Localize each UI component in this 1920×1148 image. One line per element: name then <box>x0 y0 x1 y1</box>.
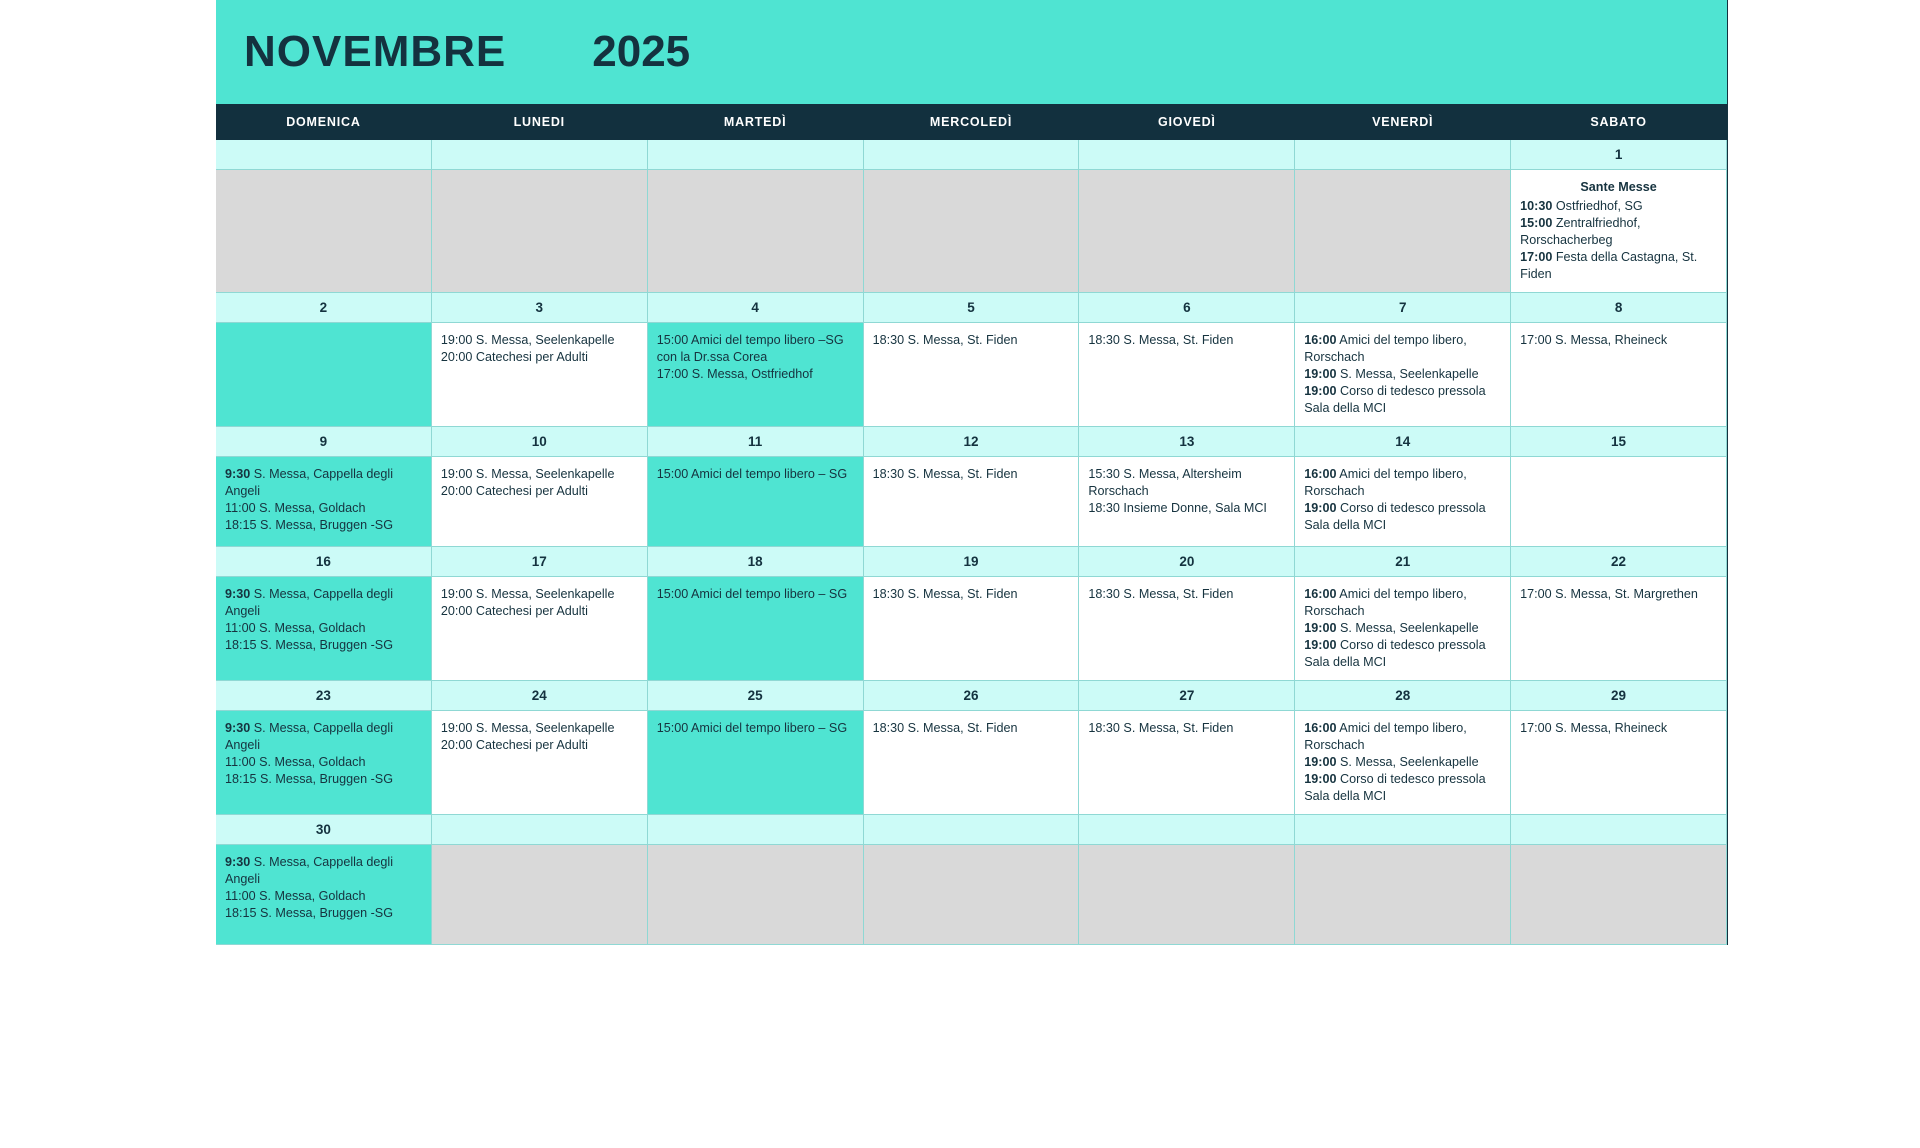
event-time: 16:00 <box>1304 721 1337 735</box>
day-number[interactable]: 1 <box>1511 140 1727 170</box>
day-cell[interactable] <box>1511 577 1727 681</box>
day-number-empty[interactable] <box>432 815 648 845</box>
day-number[interactable]: 24 <box>432 681 648 711</box>
event-text: S. Messa, Cappella degli Angeli <box>225 467 394 498</box>
event-text: 19:00 S. Messa, Seelenkapelle <box>440 721 615 735</box>
day-number[interactable]: 3 <box>432 293 648 323</box>
day-cell[interactable] <box>1295 711 1511 815</box>
day-cell[interactable] <box>1079 845 1295 945</box>
event-time: 10:30 <box>1520 199 1553 213</box>
event-line <box>225 637 422 654</box>
day-cell[interactable] <box>432 170 648 293</box>
event-text: 18:30 S. Messa, St. Fiden <box>872 721 1018 735</box>
week-content-row <box>216 711 1727 815</box>
event-time: 9:30 <box>225 855 251 869</box>
event-text: 18:15 S. Messa, Bruggen -SG <box>225 772 394 786</box>
event-text: Amici del tempo libero, Rorschach <box>1304 467 1467 498</box>
event-line <box>441 737 638 754</box>
event-line <box>1304 754 1501 771</box>
event-text: 15:30 S. Messa, Altersheim Rorschach <box>1088 467 1242 498</box>
day-cell[interactable] <box>1295 577 1511 681</box>
event-line <box>225 466 422 500</box>
event-line <box>1088 586 1285 603</box>
day-cell[interactable] <box>1079 711 1295 815</box>
event-text: Ostfriedhof, SG <box>1552 199 1643 213</box>
day-number-empty[interactable] <box>432 140 648 170</box>
event-text: S. Messa, Seelenkapelle <box>1336 755 1479 769</box>
event-text: Corso di tedesco pressola Sala della MCI <box>1304 638 1486 669</box>
event-text: 18:15 S. Messa, Bruggen -SG <box>225 638 394 652</box>
event-line <box>225 586 422 620</box>
day-number[interactable]: 13 <box>1079 427 1295 457</box>
event-line <box>1520 249 1717 283</box>
event-line <box>1088 466 1285 500</box>
event-line <box>1304 383 1501 417</box>
event-time: 9:30 <box>225 467 251 481</box>
day-number[interactable]: 25 <box>648 681 864 711</box>
event-time: 16:00 <box>1304 333 1337 347</box>
event-text: 18:30 S. Messa, St. Fiden <box>872 587 1018 601</box>
event-time: 19:00 <box>1304 772 1337 786</box>
event-line <box>441 483 638 500</box>
event-line <box>441 720 638 737</box>
calendar-title-bar <box>216 0 1727 104</box>
day-number[interactable]: 28 <box>1295 681 1511 711</box>
week-content-row <box>216 323 1727 427</box>
event-line <box>1520 198 1717 215</box>
day-cell[interactable] <box>432 323 648 427</box>
day-number[interactable]: 16 <box>216 547 432 577</box>
event-text: 19:00 S. Messa, Seelenkapelle <box>440 467 615 481</box>
day-cell[interactable] <box>1511 323 1727 427</box>
event-line <box>1088 720 1285 737</box>
event-line <box>873 586 1070 603</box>
event-text: 11:00 S. Messa, Goldach <box>225 621 366 635</box>
day-number-empty[interactable] <box>1295 140 1511 170</box>
day-number-empty[interactable] <box>1295 815 1511 845</box>
event-text: 17:00 S. Messa, Rheineck <box>1520 333 1668 347</box>
day-number-empty[interactable] <box>1079 140 1295 170</box>
day-cell[interactable] <box>648 323 864 427</box>
day-number[interactable]: 7 <box>1295 293 1511 323</box>
day-cell[interactable] <box>1079 323 1295 427</box>
event-line <box>225 620 422 637</box>
event-line <box>441 603 638 620</box>
event-line <box>441 332 638 349</box>
event-line <box>225 500 422 517</box>
event-line <box>657 332 854 366</box>
event-text: 15:00 Amici del tempo libero –SG con la Dr.ssa Corea <box>656 333 844 364</box>
day-number[interactable]: 29 <box>1511 681 1727 711</box>
event-line <box>657 466 854 483</box>
event-text: 15:00 Amici del tempo libero – SG <box>656 467 848 481</box>
event-time: 19:00 <box>1304 755 1337 769</box>
event-line <box>1088 500 1285 517</box>
event-line <box>1304 586 1501 620</box>
event-text: 18:30 S. Messa, St. Fiden <box>1088 721 1234 735</box>
event-line <box>225 754 422 771</box>
event-text: 18:15 S. Messa, Bruggen -SG <box>225 906 394 920</box>
week-daynumber-row <box>216 547 1727 577</box>
day-number[interactable]: 15 <box>1511 427 1727 457</box>
day-number-empty[interactable] <box>648 815 864 845</box>
weekday-header-domenica: DOMENICA <box>216 104 432 140</box>
event-text: S. Messa, Cappella degli Angeli <box>225 587 394 618</box>
week-daynumber-row <box>216 427 1727 457</box>
day-cell[interactable] <box>1079 170 1295 293</box>
event-text: Corso di tedesco pressola Sala della MCI <box>1304 384 1486 415</box>
week-content-row <box>216 577 1727 681</box>
event-text: 18:30 Insieme Donne, Sala MCI <box>1088 501 1267 515</box>
day-number[interactable]: 30 <box>216 815 432 845</box>
day-cell[interactable] <box>864 323 1080 427</box>
day-number[interactable]: 21 <box>1295 547 1511 577</box>
day-cell[interactable] <box>216 711 432 815</box>
day-number[interactable]: 4 <box>648 293 864 323</box>
weekday-header-martedi: MARTEDÌ <box>648 104 864 140</box>
day-cell[interactable] <box>648 457 864 547</box>
day-cell[interactable] <box>648 170 864 293</box>
event-line <box>225 854 422 888</box>
day-cell[interactable] <box>216 457 432 547</box>
day-number[interactable]: 20 <box>1079 547 1295 577</box>
week-content-row <box>216 457 1727 547</box>
day-cell[interactable] <box>432 711 648 815</box>
event-line <box>873 332 1070 349</box>
week-daynumber-row <box>216 815 1727 845</box>
day-cell[interactable] <box>864 711 1080 815</box>
event-text: Amici del tempo libero, Rorschach <box>1304 587 1467 618</box>
event-text: S. Messa, Cappella degli Angeli <box>225 855 394 886</box>
event-text: Amici del tempo libero, Rorschach <box>1304 721 1467 752</box>
day-number[interactable]: 23 <box>216 681 432 711</box>
event-text: 15:00 Amici del tempo libero – SG <box>656 721 848 735</box>
day-cell[interactable] <box>864 577 1080 681</box>
event-text: 17:00 S. Messa, Rheineck <box>1520 721 1668 735</box>
event-line <box>225 888 422 905</box>
event-text: 18:30 S. Messa, St. Fiden <box>1088 587 1234 601</box>
day-cell[interactable] <box>648 845 864 945</box>
event-time: 19:00 <box>1304 501 1337 515</box>
day-cell[interactable] <box>432 457 648 547</box>
day-number[interactable]: 6 <box>1079 293 1295 323</box>
day-cell[interactable] <box>432 845 648 945</box>
event-time: 19:00 <box>1304 638 1337 652</box>
event-text: 18:30 S. Messa, St. Fiden <box>1088 333 1234 347</box>
day-cell[interactable] <box>864 170 1080 293</box>
event-text: 17:00 S. Messa, Ostfriedhof <box>656 367 813 381</box>
day-number-empty[interactable] <box>216 140 432 170</box>
event-line <box>873 466 1070 483</box>
event-line <box>1304 332 1501 366</box>
day-number[interactable]: 14 <box>1295 427 1511 457</box>
day-number-empty[interactable] <box>864 815 1080 845</box>
event-text: 17:00 S. Messa, St. Margrethen <box>1520 587 1698 601</box>
day-cell[interactable] <box>648 711 864 815</box>
event-line <box>225 720 422 754</box>
day-number[interactable]: 26 <box>864 681 1080 711</box>
day-cell[interactable] <box>432 577 648 681</box>
event-text: 11:00 S. Messa, Goldach <box>225 889 366 903</box>
event-line <box>1304 466 1501 500</box>
day-cell[interactable] <box>1295 323 1511 427</box>
event-text: 19:00 S. Messa, Seelenkapelle <box>440 333 615 347</box>
event-line <box>1520 720 1717 737</box>
event-time: 9:30 <box>225 721 251 735</box>
event-time: 16:00 <box>1304 587 1337 601</box>
day-cell[interactable] <box>216 170 432 293</box>
day-cell[interactable] <box>216 323 432 427</box>
day-number[interactable]: 10 <box>432 427 648 457</box>
day-cell[interactable] <box>1079 577 1295 681</box>
weekday-header-sabato: SABATO <box>1511 104 1727 140</box>
day-number-empty[interactable] <box>1511 815 1727 845</box>
day-number[interactable]: 5 <box>864 293 1080 323</box>
weekday-header-venerdi: VENERDÌ <box>1295 104 1511 140</box>
event-line <box>441 466 638 483</box>
event-text: 11:00 S. Messa, Goldach <box>225 755 366 769</box>
day-number-empty[interactable] <box>1079 815 1295 845</box>
day-number[interactable]: 18 <box>648 547 864 577</box>
event-time: 19:00 <box>1304 384 1337 398</box>
event-text: 18:30 S. Messa, St. Fiden <box>872 467 1018 481</box>
week-daynumber-row <box>216 140 1727 170</box>
event-text: 20:00 Catechesi per Adulti <box>440 350 588 364</box>
day-number[interactable]: 17 <box>432 547 648 577</box>
day-cell[interactable] <box>1079 457 1295 547</box>
event-line <box>225 905 422 922</box>
event-line <box>1304 500 1501 534</box>
day-cell[interactable] <box>216 845 432 945</box>
event-line <box>1520 215 1717 249</box>
day-cell[interactable] <box>1295 170 1511 293</box>
event-line <box>873 720 1070 737</box>
day-cell[interactable] <box>1511 711 1727 815</box>
day-number[interactable]: 27 <box>1079 681 1295 711</box>
weekday-header-giovedi: GIOVEDÌ <box>1079 104 1295 140</box>
event-text: Festa della Castagna, St. Fiden <box>1520 250 1698 281</box>
day-number[interactable]: 2 <box>216 293 432 323</box>
day-number[interactable]: 8 <box>1511 293 1727 323</box>
weekday-header-lunedi: LUNEDI <box>432 104 648 140</box>
event-text: 11:00 S. Messa, Goldach <box>225 501 366 515</box>
event-text: 19:00 S. Messa, Seelenkapelle <box>440 587 615 601</box>
week-content-row <box>216 170 1727 293</box>
day-number[interactable]: 12 <box>864 427 1080 457</box>
day-cell[interactable] <box>1295 457 1511 547</box>
event-text: 18:30 S. Messa, St. Fiden <box>872 333 1018 347</box>
event-time: 16:00 <box>1304 467 1337 481</box>
day-number-empty[interactable] <box>864 140 1080 170</box>
event-text: 20:00 Catechesi per Adulti <box>440 738 588 752</box>
calendar-weeks <box>216 140 1727 945</box>
event-line <box>657 366 854 383</box>
event-line <box>1520 332 1717 349</box>
event-time: 17:00 <box>1520 250 1553 264</box>
page-title-month: NOVEMBRE <box>244 27 507 76</box>
event-text: Zentralfriedhof, Rorschacherbeg <box>1520 216 1641 247</box>
event-line <box>225 771 422 788</box>
event-line <box>657 720 854 737</box>
event-line <box>1304 620 1501 637</box>
weekday-header-row <box>216 104 1727 140</box>
event-line <box>1304 771 1501 805</box>
event-time: 19:00 <box>1304 621 1337 635</box>
event-line <box>657 586 854 603</box>
event-time: 19:00 <box>1304 367 1337 381</box>
page-title-year: 2025 <box>592 27 691 76</box>
day-cell[interactable] <box>216 577 432 681</box>
event-text: S. Messa, Cappella degli Angeli <box>225 721 394 752</box>
day-cell[interactable] <box>1511 457 1727 547</box>
day-number[interactable]: 19 <box>864 547 1080 577</box>
event-line <box>1088 332 1285 349</box>
week-content-row <box>216 845 1727 945</box>
event-text: 20:00 Catechesi per Adulti <box>440 484 588 498</box>
event-line <box>1520 586 1717 603</box>
event-line <box>1304 720 1501 754</box>
day-number[interactable]: 11 <box>648 427 864 457</box>
weekday-header-mercoledi: MERCOLEDÌ <box>864 104 1080 140</box>
event-text: 20:00 Catechesi per Adulti <box>440 604 588 618</box>
event-text: Corso di tedesco pressola Sala della MCI <box>1304 501 1486 532</box>
event-text: Corso di tedesco pressola Sala della MCI <box>1304 772 1486 803</box>
event-text: S. Messa, Seelenkapelle <box>1336 621 1479 635</box>
event-line <box>441 586 638 603</box>
event-line <box>225 517 422 534</box>
day-cell[interactable] <box>648 577 864 681</box>
day-cell[interactable] <box>1511 845 1727 945</box>
event-time: 15:00 <box>1520 216 1553 230</box>
day-cell[interactable] <box>1511 170 1727 293</box>
event-line <box>441 349 638 366</box>
day-number-empty[interactable] <box>648 140 864 170</box>
day-number[interactable]: 22 <box>1511 547 1727 577</box>
event-text: 15:00 Amici del tempo libero – SG <box>656 587 848 601</box>
event-text: Amici del tempo libero, Rorschach <box>1304 333 1467 364</box>
event-text: 18:15 S. Messa, Bruggen -SG <box>225 518 394 532</box>
week-daynumber-row <box>216 293 1727 323</box>
day-cell[interactable] <box>864 845 1080 945</box>
day-cell[interactable] <box>1295 845 1511 945</box>
week-daynumber-row <box>216 681 1727 711</box>
event-line <box>1304 366 1501 383</box>
event-line <box>1304 637 1501 671</box>
day-cell-heading: Sante Messe <box>1580 180 1657 194</box>
event-text: S. Messa, Seelenkapelle <box>1336 367 1479 381</box>
day-number[interactable]: 9 <box>216 427 432 457</box>
day-cell[interactable] <box>864 457 1080 547</box>
calendar <box>216 0 1728 945</box>
event-time: 9:30 <box>225 587 251 601</box>
